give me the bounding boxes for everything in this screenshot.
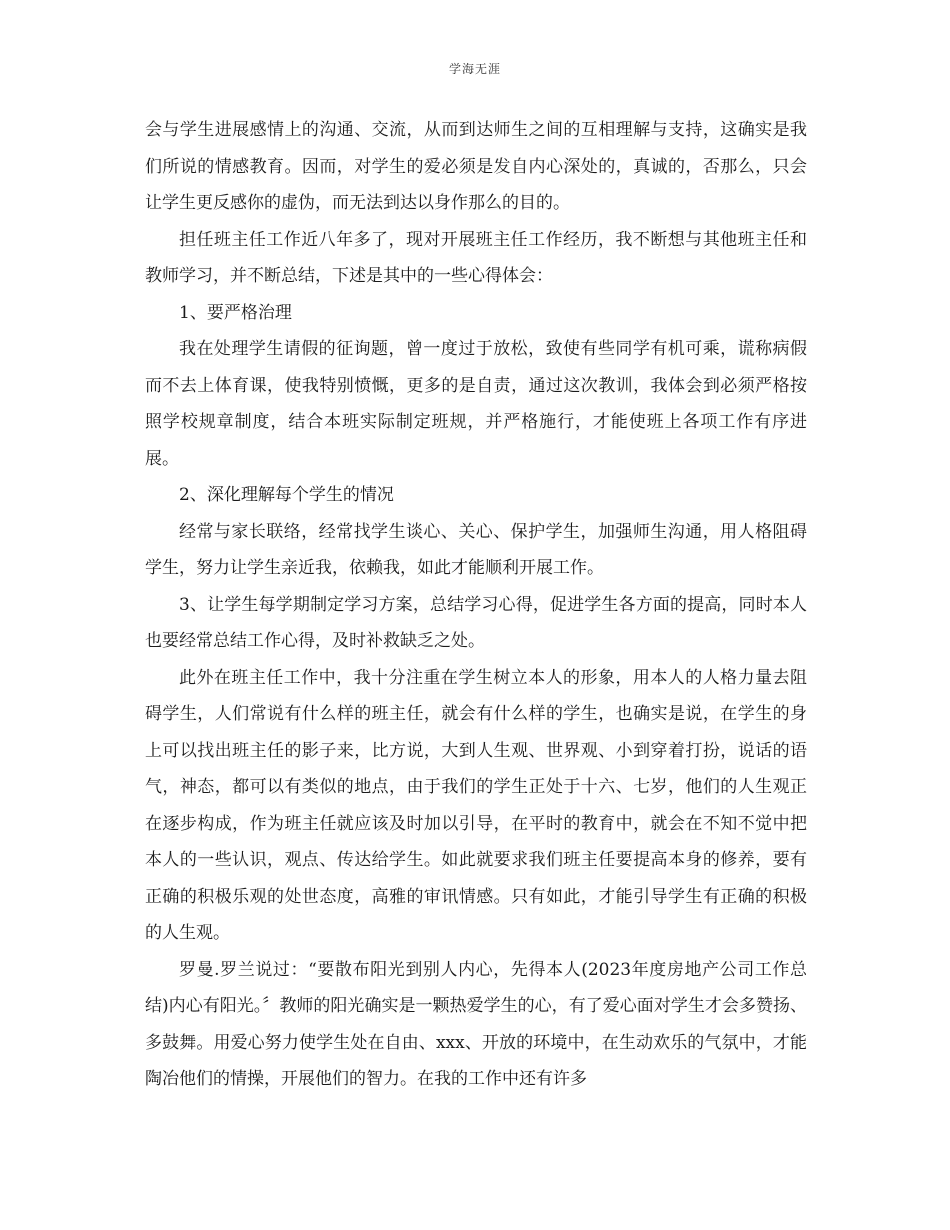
paragraph-4: 经常与家长联络，经常找学生谈心、关心、保护学生，加强师生沟通，用人格阻碍学生，努力让学生亲近我，依赖我，如此才能顺利开展工作。: [145, 521, 807, 578]
page-header: 学海无涯: [448, 62, 501, 76]
section-heading-2: 2、深化理解每个学生的情况: [179, 485, 394, 505]
paragraph-1: 会与学生进展感情上的沟通、交流，从而到达师生之间的互相理解与支持，这确实是我们所说的情感教育。因而，对学生的爱必须是发自内心深处的，真诚的，否那么，只会让学生更反感你的虚伪，而无法到达以身作那么的目的。: [145, 120, 807, 213]
section-heading-1: 1、要严格治理: [179, 302, 292, 323]
paragraph-3: 我在处理学生请假的征询题，曾一度过于放松，致使有些同学有机可乘，谎称病假而不去上体育课，使我特别愤慨，更多的是自责，通过这次教训，我体会到必须严格按照学校规章制度，结合本班实际制定班规，并严格施行，才能使班上各项工作有序进展。: [145, 339, 807, 469]
paragraph-6: 此外在班主任工作中，我十分注重在学生树立本人的形象，用本人的人格力量去阻碍学生，人们常说有什么样的班主任，就会有什么样的学生，也确实是说，在学生的身上可以找出班主任的影子来，比方说，大到人生观、世界观、小到穿着打扮，说话的语气，神态，都可以有类似的地点，由于我们的学生正处于十六、七岁，他们的人生观正在逐步构成，作为班主任就应该及时加以引导，在平时的教育中，就会在不知不觉中把本人的一些认识，观点、传达给学生。如此就要求我们班主任要提高本身的修养，要有正确的积极乐观的处世态度，高雅的审讯情感。只有如此，才能引导学生有正确的积极的人生观。: [145, 667, 807, 943]
paragraph-2: 担任班主任工作近八年多了，现对开展班主任工作经历，我不断想与其他班主任和教师学习，并不断总结，下述是其中的一些心得体会：: [145, 229, 807, 286]
paragraph-5: 3、让学生每学期制定学习方案，总结学习心得，促进学生各方面的提高，同时本人也要经常总结工作心得，及时补救缺乏之处。: [145, 594, 807, 651]
paragraph-7: 罗曼.罗兰说过：“要散布阳光到别人内心，先得本人(2023年度房地产公司工作总结)内心有阳光。〞教师的阳光确实是一颗热爱学生的心，有了爱心面对学生才会多赞扬、多鼓舞。用爱心努力使学生处在自由、xxx、开放的环境中，在生动欢乐的气氛中，才能陶冶他们的情操，开展他们的智力。在我的工作中还有许多: [145, 959, 807, 1089]
document-body: [145, 112, 807, 1098]
